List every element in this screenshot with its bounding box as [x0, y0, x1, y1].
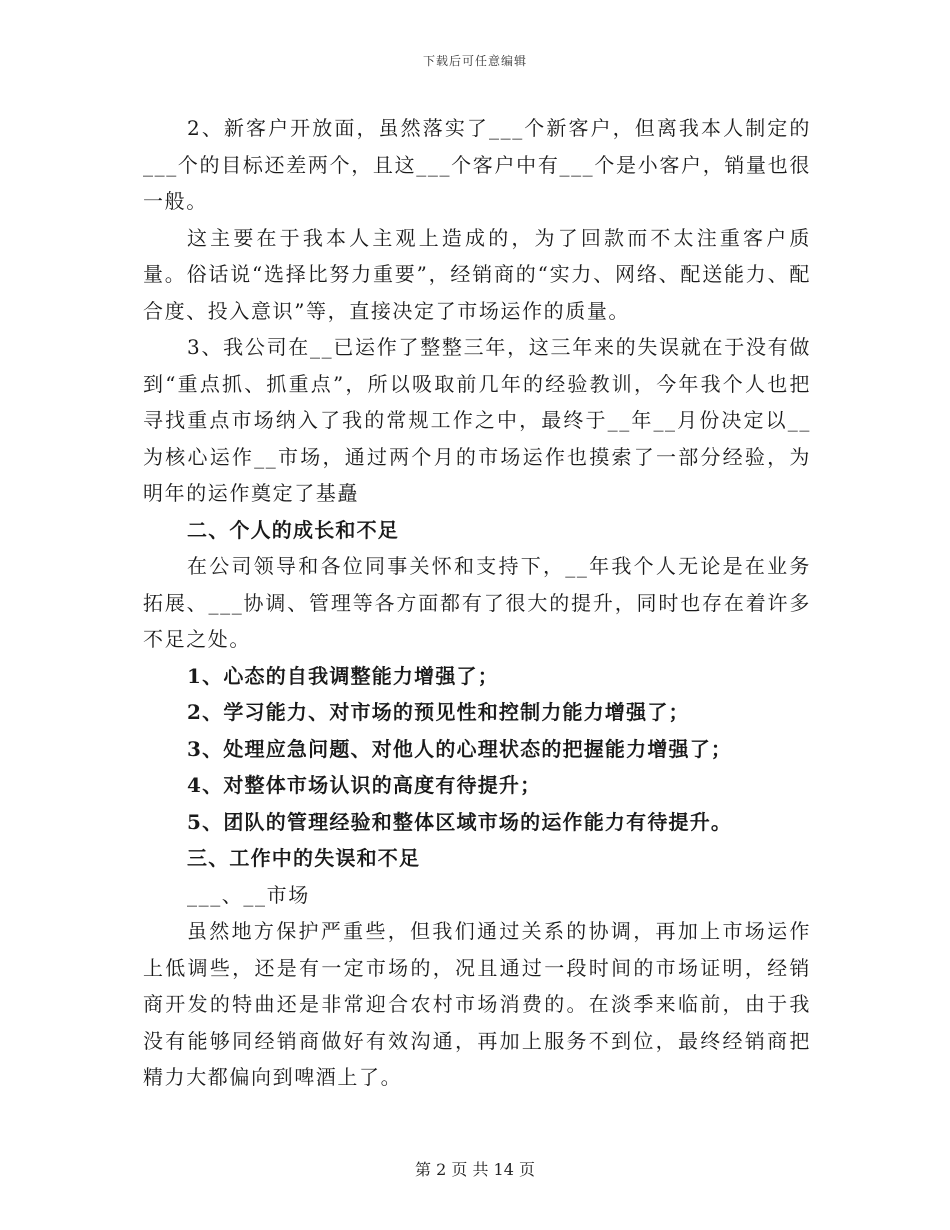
list-item-growth-1: 1、心态的自我调整能力增强了； [187, 663, 499, 688]
list-item-growth-2: 2、学习能力、对市场的预见性和控制力能力增强了； [187, 700, 690, 724]
page-number: 第 2 页 共 14 页 [415, 1160, 535, 1179]
paragraph-new-customers: 2、新客户开放面，虽然落实了___个新客户，但离我本人制定的___个的目标还差两个，且这___个客户中有___个是小客户，销量也很一般。 [143, 116, 811, 213]
list-item-growth-5: 5、团队的管理经验和整体区域市场的运作能力有待提升。 [187, 809, 733, 834]
document-body [143, 110, 811, 1096]
paragraph-market-analysis: 虽然地方保护严重些，但我们通过关系的协调，再加上市场运作上低调些，还是有一定市场的，况且通过一段时间的市场证明，经销商开发的特曲还是非常迎合农村市场消费的。在淡季来临前，由于我没有能够同经销商做好有效沟通，再加上服务不到位，最终经销商把精力大都偏向到啤酒上了。 [143, 919, 811, 1089]
subheading-market: ___、__市场 [187, 882, 310, 907]
page-header-note: 下载后可任意编辑 [422, 54, 527, 68]
list-item-growth-4: 4、对整体市场认识的高度有待提升； [187, 773, 542, 797]
paragraph-key-market: 3、我公司在__已运作了整整三年，这三年来的失误就在于没有做到“重点抓、抓重点”，所以吸取前几年的经验教训，今年我个人也把寻找重点市场纳入了我的常规工作之中，最终于__年__月份决定以__为核心运作__市场，通过两个月的市场运作也摸索了一部分经验，为明年的运作奠定了基矗 [143, 335, 811, 505]
paragraph-customer-quality: 这主要在于我本人主观上造成的，为了回款而不太注重客户质量。俗话说“选择比努力重要”，经销商的“实力、网络、配送能力、配合度、投入意识”等，直接决定了市场运作的质量。 [143, 225, 811, 323]
paragraph-growth-intro: 在公司领导和各位同事关怀和支持下，__年我个人无论是在业务拓展、___协调、管理等各方面都有了很大的提升，同时也存在着许多不足之处。 [143, 554, 811, 651]
section-heading-mistakes: 三、工作中的失误和不足 [187, 846, 421, 870]
list-item-growth-3: 3、处理应急问题、对他人的心理状态的把握能力增强了； [187, 736, 733, 761]
section-heading-growth: 二、个人的成长和不足 [187, 517, 399, 542]
